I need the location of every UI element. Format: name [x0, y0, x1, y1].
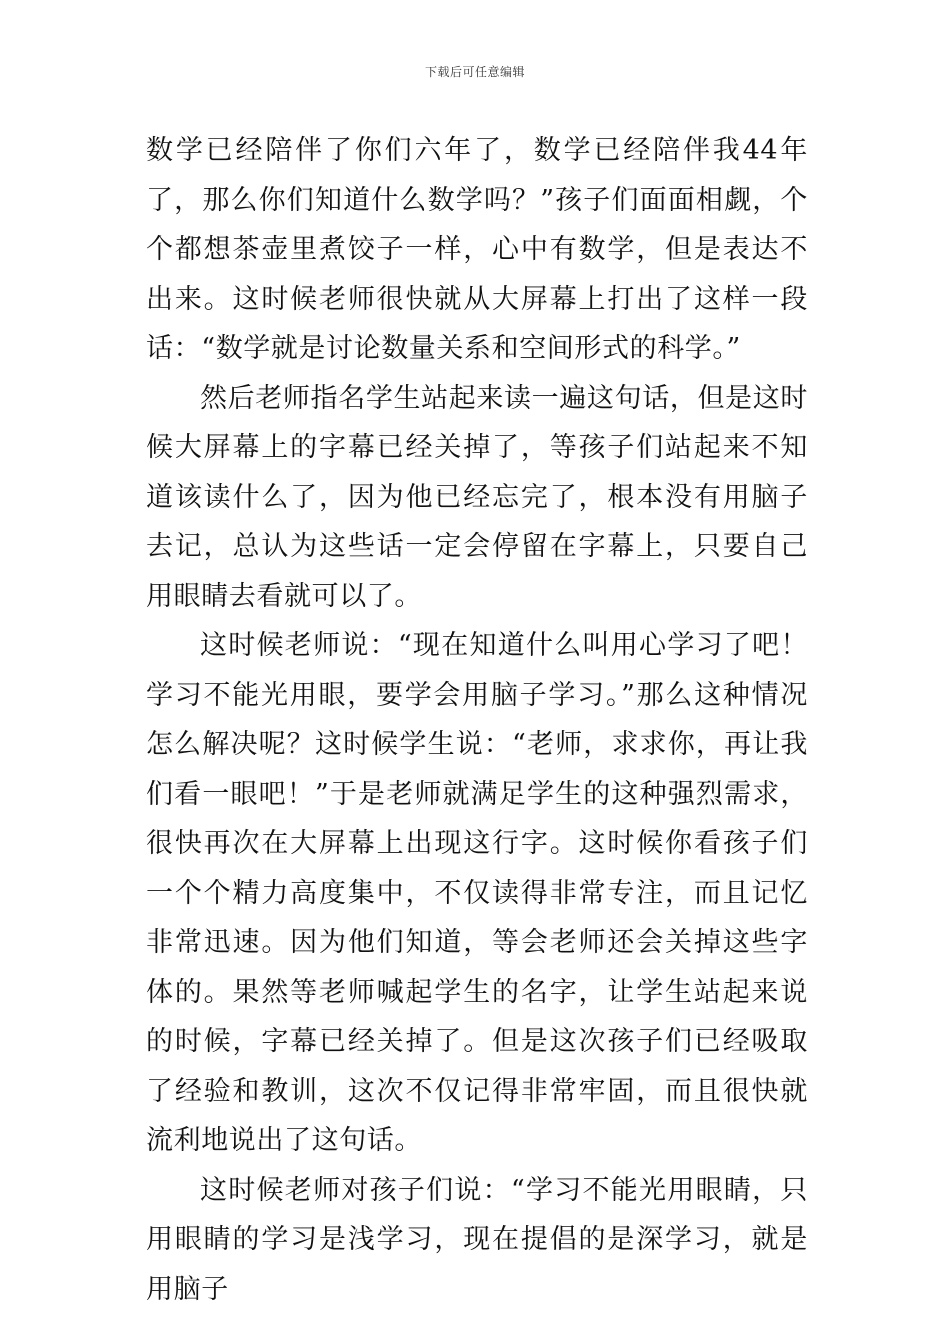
paragraph-2: 然后老师指名学生站起来读一遍这句话，但是这时候大屏幕上的字幕已经关掉了，等孩子们站起来不知道该读什么了，因为他已经忘完了，根本没有用脑子去记，总认为这些话一定会停留在字幕上，只要自己用眼睛去看就可以了。	[146, 382, 808, 612]
paragraph-4: 这时候老师对孩子们说：“学习不能光用眼睛，只用眼睛的学习是浅学习，现在提倡的是深学习，就是用脑子	[146, 1174, 808, 1305]
document-body	[146, 126, 808, 1314]
paragraph-1: 数学已经陪伴了你们六年了，数学已经陪伴我44年了，那么你们知道什么数学吗？”孩子们面面相觑，个个都想茶壶里煮饺子一样，心中有数学，但是表达不出来。这时候老师很快就从大屏幕上打出了这样一段话：“数学就是讨论数量关系和空间形式的科学。”	[146, 135, 808, 364]
page-header-note: 下载后可任意编辑	[424, 65, 525, 79]
paragraph-3: 这时候老师说：“现在知道什么叫用心学习了吧！学习不能光用眼，要学会用脑子学习。”那么这种情况怎么解决呢？这时候学生说：“老师，求求你，再让我们看一眼吧！”于是老师就满足学生的这种强烈需求，很快再次在大屏幕上出现这行字。这时候你看孩子们一个个精力高度集中，不仅读得非常专注，而且记忆非常迅速。因为他们知道，等会老师还会关掉这些字体的。果然等老师喊起学生的名字，让学生站起来说的时候，字幕已经关掉了。但是这次孩子们已经吸取了经验和教训，这次不仅记得非常牢固，而且很快就流利地说出了这句话。	[146, 630, 808, 1156]
